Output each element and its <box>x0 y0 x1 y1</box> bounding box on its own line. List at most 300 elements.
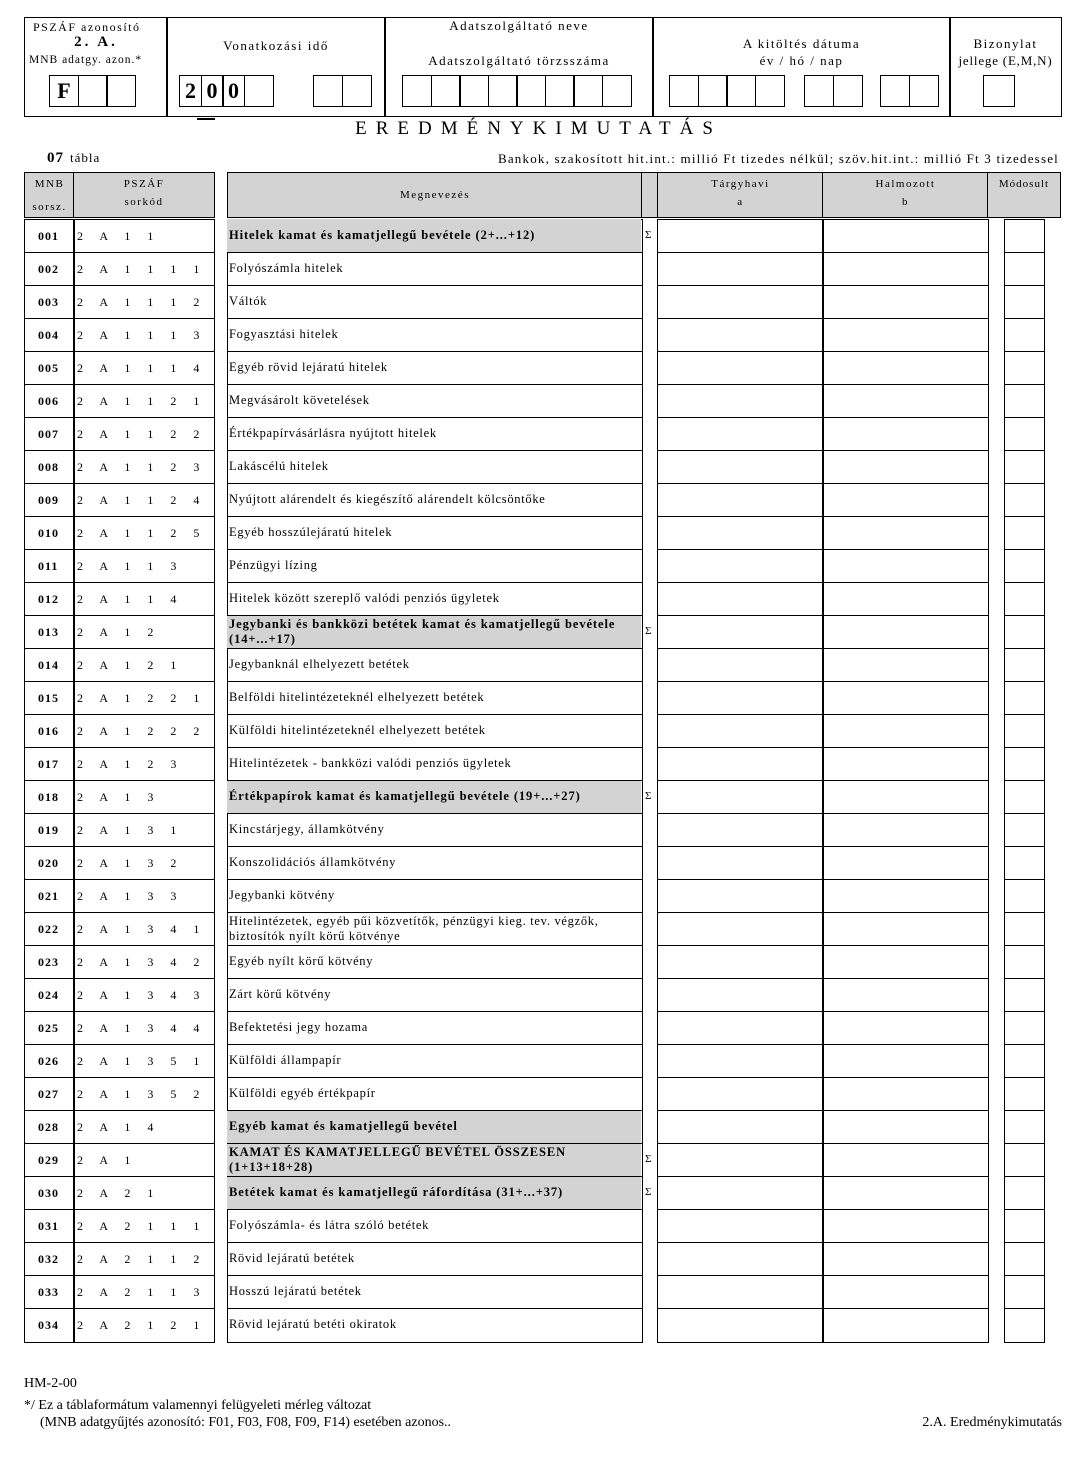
current-value-cell[interactable] <box>659 847 822 878</box>
current-value-cell[interactable] <box>659 880 822 911</box>
fill-date-cell[interactable] <box>669 75 699 107</box>
current-value-cell[interactable] <box>659 715 822 746</box>
current-value-cell[interactable] <box>659 682 822 713</box>
row-divider <box>657 483 989 484</box>
current-value-cell[interactable] <box>659 1012 822 1043</box>
table-row <box>0 747 1077 780</box>
row-divider <box>1004 846 1045 847</box>
mnb-id-cell[interactable]: F <box>49 75 79 107</box>
row-divider <box>227 351 643 352</box>
mnb-id-cell[interactable] <box>106 75 136 107</box>
table-row <box>0 417 1077 450</box>
modified-flag-cell[interactable] <box>1006 1045 1043 1076</box>
current-value-cell[interactable] <box>659 484 822 515</box>
provider-reg-cell[interactable] <box>402 75 432 107</box>
row-divider <box>227 417 643 418</box>
sum-icon: Σ <box>645 1186 652 1198</box>
modified-flag-cell[interactable] <box>1006 253 1043 284</box>
modified-flag-cell[interactable] <box>1006 781 1043 812</box>
cumulative-value-cell[interactable] <box>824 814 987 845</box>
units-note: Bankok, szakosított hit.int.: millió Ft tizedes nélkül; szöv.hit.int.: millió Ft 3 tizedessel <box>497 151 1059 166</box>
period-cell[interactable]: 2 <box>179 75 202 107</box>
modified-flag-cell[interactable] <box>1006 385 1043 416</box>
current-value-cell[interactable] <box>659 220 822 251</box>
fill-date-year-cells[interactable] <box>669 75 783 107</box>
cumulative-value-cell[interactable] <box>824 781 987 812</box>
row-name <box>229 352 639 383</box>
row-divider <box>1004 813 1045 814</box>
row-code: 2 A 1 3 <box>77 790 161 804</box>
modified-flag-cell[interactable] <box>1006 847 1043 878</box>
current-value-cell[interactable] <box>659 1309 822 1340</box>
cumulative-value-cell[interactable] <box>824 352 987 383</box>
table-row <box>0 318 1077 351</box>
table-row <box>0 516 1077 549</box>
row-divider <box>657 549 989 550</box>
fill-date-cell[interactable] <box>804 75 834 107</box>
modified-flag-cell[interactable] <box>1006 814 1043 845</box>
cumulative-value-cell[interactable] <box>824 1243 987 1274</box>
row-number: 016 <box>38 724 59 738</box>
current-value-cell[interactable] <box>659 517 822 548</box>
cumulative-value-cell[interactable] <box>824 946 987 977</box>
row-divider <box>657 582 989 583</box>
cumulative-value-cell[interactable] <box>824 1078 987 1109</box>
table-number-label: tábla <box>70 150 101 165</box>
row-divider <box>227 1242 643 1243</box>
row-divider <box>1004 1176 1045 1177</box>
row-divider <box>24 912 215 913</box>
row-name-text: Betétek kamat és kamatjellegű ráfordítása (31+...+37) <box>229 1185 564 1199</box>
row-divider <box>657 1044 989 1045</box>
row-divider <box>227 1209 643 1210</box>
row-divider <box>227 450 643 451</box>
row-name <box>229 286 639 317</box>
current-value-cell[interactable] <box>659 1078 822 1109</box>
modified-flag-cell[interactable] <box>1006 583 1043 614</box>
row-name-text: Zárt körű kötvény <box>229 987 332 1001</box>
col-head-modified-label: Módosult <box>998 178 1050 190</box>
row-divider <box>657 1011 989 1012</box>
row-name-text: Belföldi hitelintézeteknél elhelyezett betétek <box>229 690 485 704</box>
cumulative-value-cell[interactable] <box>824 847 987 878</box>
row-name-text: Befektetési jegy hozama <box>229 1020 368 1034</box>
row-code: 2 A 1 2 2 2 <box>77 724 207 738</box>
row-code: 2 A 2 1 1 1 <box>77 1219 207 1233</box>
current-value-cell[interactable] <box>659 616 822 647</box>
row-divider <box>24 1275 215 1276</box>
modified-flag-cell[interactable] <box>1006 649 1043 680</box>
cumulative-value-cell[interactable] <box>824 385 987 416</box>
provider-reg-cell[interactable] <box>602 75 632 107</box>
row-number: 023 <box>38 955 59 969</box>
period-cell[interactable] <box>342 75 372 107</box>
cumulative-value-cell[interactable] <box>824 220 987 251</box>
modified-flag-cell[interactable] <box>1006 451 1043 482</box>
row-name <box>229 946 639 977</box>
cumulative-value-cell[interactable] <box>824 1144 987 1175</box>
current-value-cell[interactable] <box>659 1177 822 1208</box>
pszaf-id-box <box>24 17 168 117</box>
row-divider <box>657 714 989 715</box>
current-value-cell[interactable] <box>659 286 822 317</box>
row-divider <box>1004 1242 1045 1243</box>
modified-flag-cell[interactable] <box>1006 1012 1043 1043</box>
period-month-cells[interactable] <box>313 75 370 107</box>
period-cell[interactable] <box>313 75 343 107</box>
row-divider <box>1004 1308 1045 1309</box>
row-divider <box>657 1176 989 1177</box>
row-code: 2 A 1 2 3 <box>77 757 184 771</box>
cumulative-value-cell[interactable] <box>824 1309 987 1340</box>
cumulative-value-cell[interactable] <box>824 979 987 1010</box>
row-divider <box>657 1209 989 1210</box>
row-number: 007 <box>38 427 59 441</box>
row-divider <box>227 714 643 715</box>
fill-date-cell[interactable] <box>755 75 785 107</box>
row-divider <box>24 516 215 517</box>
cumulative-value-cell[interactable] <box>824 682 987 713</box>
cumulative-value-cell[interactable] <box>824 1045 987 1076</box>
row-number: 003 <box>38 295 59 309</box>
modified-flag-cell[interactable] <box>1006 1276 1043 1307</box>
cumulative-value-cell[interactable] <box>824 649 987 680</box>
modified-flag-cell[interactable] <box>1006 1177 1043 1208</box>
modified-flag-cell[interactable] <box>1006 946 1043 977</box>
form-code: HM-2-00 <box>24 1376 77 1391</box>
table-row <box>0 648 1077 681</box>
row-name <box>229 1177 639 1208</box>
doc-type-label: Bizonylat <box>973 36 1038 51</box>
row-number: 021 <box>38 889 59 903</box>
row-number: 019 <box>38 823 59 837</box>
current-value-cell[interactable] <box>659 1144 822 1175</box>
current-value-cell[interactable] <box>659 319 822 350</box>
row-divider <box>227 1308 643 1309</box>
period-cell[interactable]: 0 <box>201 75 224 107</box>
doc-type-cells[interactable] <box>983 75 1014 107</box>
fill-date-cell[interactable] <box>909 75 939 107</box>
row-code: 2 A 1 1 2 5 <box>77 526 207 540</box>
row-divider <box>227 681 643 682</box>
fill-date-cell[interactable] <box>833 75 863 107</box>
col-head-cumulative-1: Halmozott <box>875 178 936 190</box>
row-divider <box>657 450 989 451</box>
table-row <box>0 615 1077 648</box>
row-number: 028 <box>38 1120 59 1134</box>
cumulative-value-cell[interactable] <box>824 715 987 746</box>
current-value-cell[interactable] <box>659 1045 822 1076</box>
row-divider <box>24 1044 215 1045</box>
modified-flag-cell[interactable] <box>1006 979 1043 1010</box>
row-name <box>229 715 639 746</box>
cumulative-value-cell[interactable] <box>824 748 987 779</box>
row-divider <box>24 780 215 781</box>
provider-reg-cell[interactable] <box>488 75 518 107</box>
provider-reg-cell[interactable] <box>431 75 461 107</box>
cumulative-value-cell[interactable] <box>824 1111 987 1142</box>
row-name <box>229 1309 639 1340</box>
cumulative-value-cell[interactable] <box>824 616 987 647</box>
row-name-text: Külföldi állampapír <box>229 1053 342 1067</box>
row-divider <box>227 747 643 748</box>
period-year-cells[interactable] <box>179 75 272 107</box>
period-cell[interactable]: 0 <box>222 75 245 107</box>
row-number: 022 <box>38 922 59 936</box>
row-name <box>229 781 639 812</box>
row-divider <box>657 318 989 319</box>
row-divider <box>657 516 989 517</box>
modified-flag-cell[interactable] <box>1006 484 1043 515</box>
modified-flag-cell[interactable] <box>1006 1210 1043 1241</box>
mnb-id-cells[interactable] <box>49 75 135 107</box>
modified-flag-cell[interactable] <box>1006 715 1043 746</box>
row-divider <box>1004 516 1045 517</box>
row-number: 015 <box>38 691 59 705</box>
cumulative-value-cell[interactable] <box>824 484 987 515</box>
row-name-text: Kincstárjegy, államkötvény <box>229 822 385 836</box>
current-value-cell[interactable] <box>659 748 822 779</box>
row-divider <box>657 252 989 253</box>
row-name-text: Egyéb kamat és kamatjellegű bevétel <box>229 1119 458 1133</box>
row-divider <box>1004 318 1045 319</box>
row-divider <box>1004 648 1045 649</box>
current-value-cell[interactable] <box>659 1111 822 1142</box>
table-row <box>0 549 1077 582</box>
modified-flag-cell[interactable] <box>1006 1144 1043 1175</box>
row-divider <box>24 1308 215 1309</box>
row-code: 2 A 1 3 3 <box>77 889 184 903</box>
table-row <box>0 582 1077 615</box>
cumulative-value-cell[interactable] <box>824 1012 987 1043</box>
row-divider <box>657 747 989 748</box>
modified-flag-cell[interactable] <box>1006 880 1043 911</box>
modified-flag-cell[interactable] <box>1006 1078 1043 1109</box>
cumulative-value-cell[interactable] <box>824 319 987 350</box>
row-divider <box>24 483 215 484</box>
cumulative-value-cell[interactable] <box>824 913 987 944</box>
table-row <box>0 681 1077 714</box>
cumulative-value-cell[interactable] <box>824 286 987 317</box>
col-head-pszaf-1: PSZÁF <box>123 178 165 190</box>
provider-reg-cells[interactable] <box>402 75 630 107</box>
row-name-text: Jegybanknál elhelyezett betétek <box>229 657 410 671</box>
current-value-cell[interactable] <box>659 352 822 383</box>
row-number: 026 <box>38 1054 59 1068</box>
current-value-cell[interactable] <box>659 649 822 680</box>
modified-flag-cell[interactable] <box>1006 1111 1043 1142</box>
provider-reg-cell[interactable] <box>545 75 575 107</box>
cumulative-value-cell[interactable] <box>824 517 987 548</box>
modified-flag-cell[interactable] <box>1006 1309 1043 1340</box>
row-divider <box>1004 615 1045 616</box>
row-divider <box>227 945 643 946</box>
fill-date-day-cells[interactable] <box>880 75 937 107</box>
current-value-cell[interactable] <box>659 385 822 416</box>
row-number: 012 <box>38 592 59 606</box>
row-divider <box>227 813 643 814</box>
current-value-cell[interactable] <box>659 583 822 614</box>
row-divider <box>657 780 989 781</box>
row-divider <box>657 879 989 880</box>
fill-date-cell[interactable] <box>880 75 910 107</box>
modified-flag-cell[interactable] <box>1006 517 1043 548</box>
modified-flag-cell[interactable] <box>1006 319 1043 350</box>
row-code: 2 A 1 1 2 1 <box>77 394 207 408</box>
cumulative-value-cell[interactable] <box>824 451 987 482</box>
row-name-text: Hitelintézetek, egyéb pűi közvetítők, pénzügyi kieg. tev. végzők, biztosítók nyílt körű kötvénye <box>229 913 599 943</box>
provider-name-label: Adatszolgáltató neve <box>449 18 589 33</box>
modified-flag-cell[interactable] <box>1006 682 1043 713</box>
table-row <box>0 978 1077 1011</box>
fill-date-cell[interactable] <box>698 75 728 107</box>
current-value-cell[interactable] <box>659 550 822 581</box>
row-divider <box>24 549 215 550</box>
footnote-line-2: (MNB adatgyűjtés azonosító: F01, F03, F08, F09, F14) esetében azonos.. <box>40 1415 452 1430</box>
row-divider <box>24 681 215 682</box>
row-code: 2 A 1 <box>77 1153 138 1167</box>
row-divider <box>1004 780 1045 781</box>
row-divider <box>24 1077 215 1078</box>
row-name <box>229 748 639 779</box>
row-divider <box>1004 1077 1045 1078</box>
row-code: 2 A 1 1 2 3 <box>77 460 207 474</box>
table-row <box>0 945 1077 978</box>
modified-flag-cell[interactable] <box>1006 748 1043 779</box>
mnb-id-cell[interactable] <box>78 75 108 107</box>
row-divider <box>1004 879 1045 880</box>
current-value-cell[interactable] <box>659 1276 822 1307</box>
row-divider <box>24 384 215 385</box>
row-name <box>229 1012 639 1043</box>
current-value-cell[interactable] <box>659 1210 822 1241</box>
cumulative-value-cell[interactable] <box>824 418 987 449</box>
row-name-text: Hitelintézetek - bankközi valódi penziós ügyletek <box>229 756 512 770</box>
modified-flag-cell[interactable] <box>1006 418 1043 449</box>
current-value-cell[interactable] <box>659 913 822 944</box>
fill-date-label: A kitöltés dátuma <box>742 36 861 51</box>
table-row <box>0 219 1077 252</box>
row-name-text: Megvásárolt követelések <box>229 393 370 407</box>
provider-reg-cell[interactable] <box>516 75 546 107</box>
doc-type-cell[interactable] <box>983 75 1015 107</box>
current-value-cell[interactable] <box>659 451 822 482</box>
modified-flag-cell[interactable] <box>1006 220 1043 251</box>
row-divider <box>1004 1110 1045 1111</box>
row-divider <box>1004 549 1045 550</box>
row-code: 2 A 1 3 4 3 <box>77 988 207 1002</box>
row-code: 2 A 1 4 <box>77 1120 161 1134</box>
table-row <box>0 1110 1077 1143</box>
row-code: 2 A 1 1 1 2 <box>77 295 207 309</box>
row-code: 2 A 1 2 2 1 <box>77 691 207 705</box>
provider-reg-cell[interactable] <box>459 75 489 107</box>
current-value-cell[interactable] <box>659 253 822 284</box>
row-name-text: Értékpapírok kamat és kamatjellegű bevétele (19+...+27) <box>229 789 581 803</box>
cumulative-value-cell[interactable] <box>824 1210 987 1241</box>
modified-flag-cell[interactable] <box>1006 550 1043 581</box>
row-number: 033 <box>38 1285 59 1299</box>
modified-flag-cell[interactable] <box>1006 913 1043 944</box>
cumulative-value-cell[interactable] <box>824 253 987 284</box>
row-name-text: Fogyasztási hitelek <box>229 327 339 341</box>
row-name <box>229 319 639 350</box>
modified-flag-cell[interactable] <box>1006 286 1043 317</box>
row-divider <box>1004 582 1045 583</box>
current-value-cell[interactable] <box>659 781 822 812</box>
table-row <box>0 1176 1077 1209</box>
cumulative-value-cell[interactable] <box>824 1276 987 1307</box>
period-cell[interactable] <box>244 75 274 107</box>
row-divider <box>24 252 215 253</box>
row-code: 2 A 1 1 1 3 <box>77 328 207 342</box>
col-head-current <box>657 172 824 218</box>
row-name <box>229 418 639 449</box>
row-divider <box>657 1242 989 1243</box>
row-code: 2 A 2 1 1 3 <box>77 1285 207 1299</box>
cumulative-value-cell[interactable] <box>824 550 987 581</box>
fill-date-month-cells[interactable] <box>804 75 861 107</box>
row-divider <box>24 879 215 880</box>
current-value-cell[interactable] <box>659 1243 822 1274</box>
row-name <box>229 1210 639 1241</box>
row-divider <box>1004 285 1045 286</box>
pszaf-value: 2. A. <box>74 34 118 50</box>
table-row <box>0 1011 1077 1044</box>
modified-flag-cell[interactable] <box>1006 1243 1043 1274</box>
col-head-pszaf <box>73 172 215 218</box>
row-number: 018 <box>38 790 59 804</box>
col-head-pszaf-2: sorkód <box>124 196 164 208</box>
row-name-text: Lakáscélú hitelek <box>229 459 329 473</box>
row-name-text: Hitelek között szereplő valódi penziós ügyletek <box>229 591 500 605</box>
current-value-cell[interactable] <box>659 946 822 977</box>
table-number-value: 07 <box>47 150 64 166</box>
row-name-text: Nyújtott alárendelt és kiegészítő alárendelt kölcsöntőke <box>229 492 546 506</box>
modified-flag-cell[interactable] <box>1006 616 1043 647</box>
row-code: 2 A 1 2 1 <box>77 658 184 672</box>
row-divider <box>657 1110 989 1111</box>
current-value-cell[interactable] <box>659 979 822 1010</box>
row-code: 2 A 1 1 3 <box>77 559 184 573</box>
row-divider <box>657 813 989 814</box>
row-divider <box>227 516 643 517</box>
current-value-cell[interactable] <box>659 418 822 449</box>
row-divider <box>227 1110 643 1111</box>
row-code: 2 A 1 1 4 <box>77 592 184 606</box>
table-row <box>0 714 1077 747</box>
current-value-cell[interactable] <box>659 814 822 845</box>
provider-reg-cell[interactable] <box>573 75 603 107</box>
row-name <box>229 814 639 845</box>
modified-flag-cell[interactable] <box>1006 352 1043 383</box>
row-code: 2 A 1 1 1 4 <box>77 361 207 375</box>
cumulative-value-cell[interactable] <box>824 880 987 911</box>
row-name <box>229 1078 639 1109</box>
fill-date-cell[interactable] <box>726 75 756 107</box>
row-number: 009 <box>38 493 59 507</box>
table-row <box>0 879 1077 912</box>
cumulative-value-cell[interactable] <box>824 583 987 614</box>
row-code: 2 A 1 3 4 4 <box>77 1021 207 1035</box>
row-divider <box>227 879 643 880</box>
cumulative-value-cell[interactable] <box>824 1177 987 1208</box>
row-name-text: Értékpapírvásárlásra nyújtott hitelek <box>229 426 437 440</box>
row-divider <box>1004 912 1045 913</box>
row-divider <box>1004 945 1045 946</box>
mnb-label: MNB adatgy. azon.* <box>29 54 143 66</box>
row-divider <box>657 912 989 913</box>
